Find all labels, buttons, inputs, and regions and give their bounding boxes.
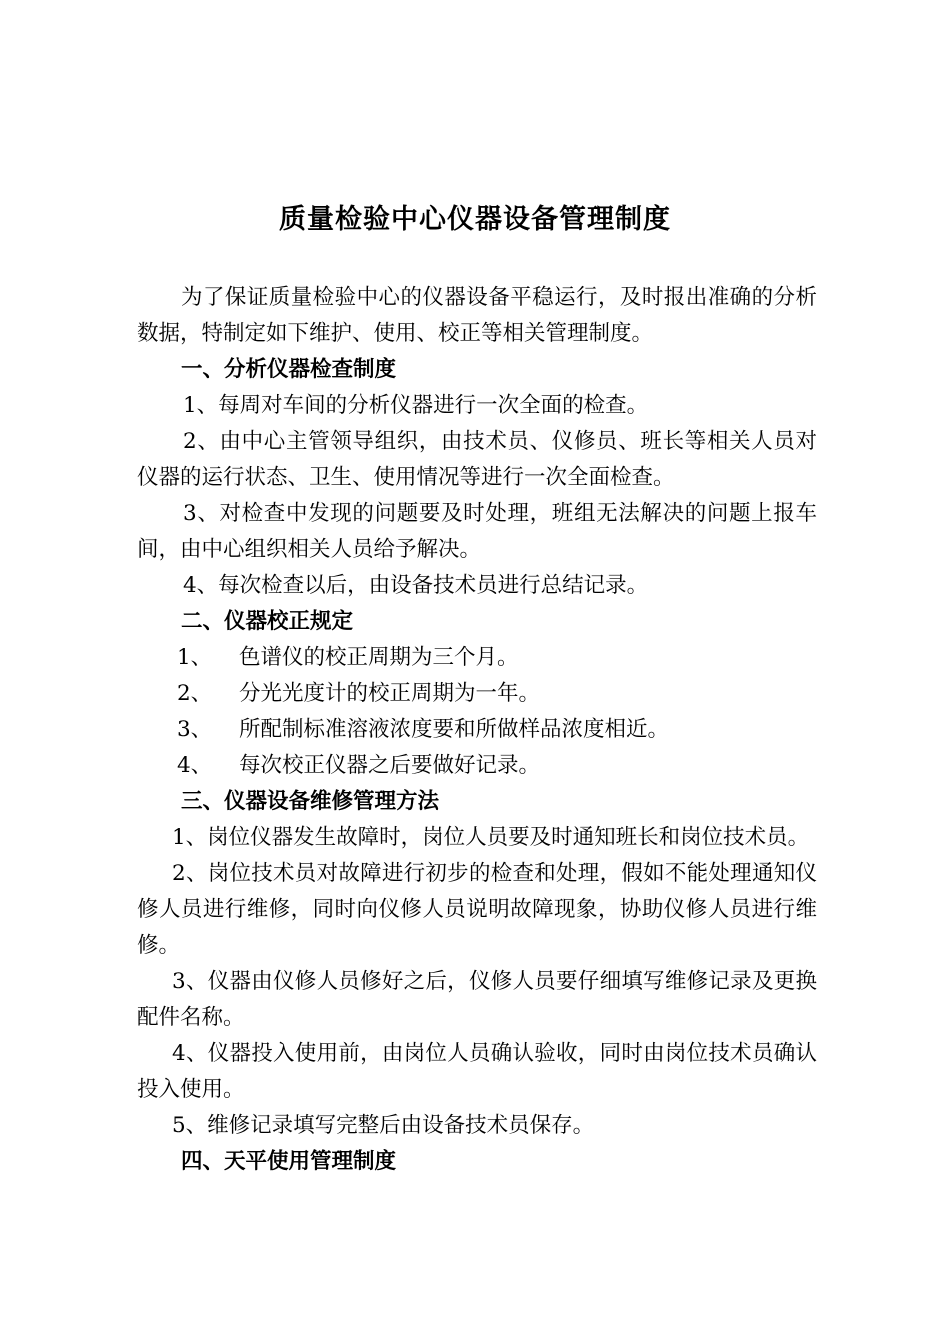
calibration-item-text: 每次校正仪器之后要做好记录。	[239, 753, 541, 778]
calibration-item-text: 所配制标准溶液浓度要和所做样品浓度相近。	[239, 717, 670, 742]
repair-item-1: 1、岗位仪器发生故障时，岗位人员要及时通知班长和岗位技术员。	[172, 825, 810, 850]
section-heading-calibration: 二、仪器校正规定	[181, 609, 354, 634]
repair-item-3: 3、仪器由仪修人员修好之后，仪修人员要仔细填写维修记录及更换配件名称。	[137, 969, 817, 1030]
intro-paragraph: 为了保证质量检验中心的仪器设备平稳运行，及时报出准确的分析数据，特制定如下维护、使用、校正等相关管理制度。	[137, 285, 817, 346]
calibration-item-number: 4、	[177, 753, 213, 778]
document-body	[137, 280, 817, 1180]
repair-item-4: 4、仪器投入使用前，由岗位人员确认验收，同时由岗位技术员确认投入使用。	[137, 1041, 817, 1102]
inspection-item-4: 4、每次检查以后，由设备技术员进行总结记录。	[183, 573, 649, 598]
repair-item-2: 2、岗位技术员对故障进行初步的检查和处理，假如不能处理通知仪修人员进行维修，同时向仪修人员说明故障现象，协助仪修人员进行维修。	[137, 861, 817, 958]
calibration-item-number: 2、	[177, 681, 213, 706]
document-title: 质量检验中心仪器设备管理制度	[279, 204, 671, 235]
calibration-item-4	[137, 748, 817, 784]
section-heading-balance: 四、天平使用管理制度	[181, 1149, 397, 1174]
calibration-item-text: 色谱仪的校正周期为三个月。	[239, 645, 519, 670]
calibration-item-1	[137, 640, 817, 676]
section-heading-inspection: 一、分析仪器检查制度	[181, 357, 397, 382]
repair-item-5: 5、维修记录填写完整后由设备技术员保存。	[172, 1113, 595, 1138]
calibration-item-2	[137, 676, 817, 712]
inspection-item-2: 2、由中心主管领导组织，由技术员、仪修员、班长等相关人员对仪器的运行状态、卫生、使用情况等进行一次全面检查。	[137, 429, 817, 490]
section-heading-repair: 三、仪器设备维修管理方法	[181, 789, 440, 814]
calibration-item-text: 分光光度计的校正周期为一年。	[239, 681, 541, 706]
calibration-item-number: 3、	[177, 717, 213, 742]
calibration-item-3	[137, 712, 817, 748]
calibration-item-number: 1、	[177, 645, 213, 670]
inspection-item-3: 3、对检查中发现的问题要及时处理，班组无法解决的问题上报车间，由中心组织相关人员给予解决。	[137, 501, 817, 562]
inspection-item-1: 1、每周对车间的分析仪器进行一次全面的检查。	[183, 393, 649, 418]
